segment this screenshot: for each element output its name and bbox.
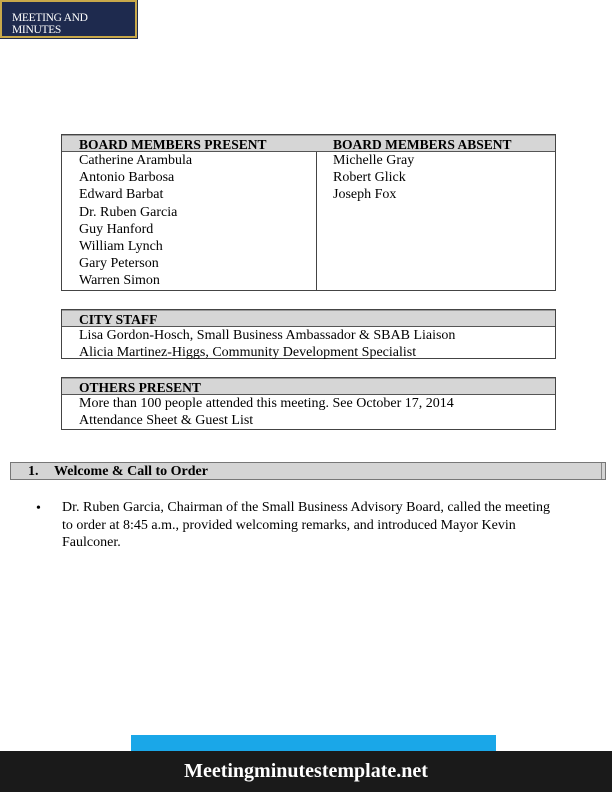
absent-member: Joseph Fox xyxy=(333,187,397,203)
others-present-line: Attendance Sheet & Guest List xyxy=(79,413,254,429)
present-member: Guy Hanford xyxy=(79,221,154,237)
section-number: 1. xyxy=(28,464,39,479)
present-column xyxy=(62,135,317,290)
present-member: William Lynch xyxy=(79,239,163,255)
present-member: Warren Simon xyxy=(79,273,160,289)
present-header: BOARD MEMBERS PRESENT xyxy=(62,135,316,152)
cyan-banner-strip xyxy=(131,735,496,751)
bullet-icon: • xyxy=(36,501,41,516)
present-member: Dr. Ruben Garcia xyxy=(79,204,178,220)
site-footer xyxy=(0,751,612,792)
city-staff-line: Lisa Gordon-Hosch, Small Business Ambassador & SBAB Liaison xyxy=(79,328,456,343)
absent-member: Michelle Gray xyxy=(333,153,415,168)
present-member: Antonio Barbosa xyxy=(79,170,175,186)
others-present-line: More than 100 people attended this meeting. See October 17, 2014 xyxy=(79,396,454,411)
footer-site-name[interactable]: Meetingminutestemplate.net xyxy=(184,760,428,782)
section-bar-divider xyxy=(601,463,602,479)
section-title: Welcome & Call to Order xyxy=(54,464,208,479)
present-member: Catherine Arambula xyxy=(79,153,193,168)
board-members-table xyxy=(61,134,556,291)
absent-member: Robert Glick xyxy=(333,170,406,186)
city-staff-table xyxy=(61,309,556,359)
absent-header: BOARD MEMBERS ABSENT xyxy=(316,135,555,152)
absent-column xyxy=(316,135,555,290)
others-present-header: OTHERS PRESENT xyxy=(62,378,555,395)
section-paragraph: Dr. Ruben Garcia, Chairman of the Small Business Advisory Board, called the meeting to order at 8:45 a.m., provided welcoming remarks, and introduced Mayor Kevin Faulconer. xyxy=(62,500,550,550)
city-staff-header: CITY STAFF xyxy=(62,310,555,327)
city-staff-line: Alicia Martinez-Higgs, Community Development Specialist xyxy=(79,345,417,361)
present-member: Gary Peterson xyxy=(79,256,159,272)
meeting-minutes-badge xyxy=(0,0,137,38)
present-member: Edward Barbat xyxy=(79,187,164,203)
section-heading-bar xyxy=(10,462,606,480)
badge-label: MEETING AND MINUTES xyxy=(12,12,88,36)
others-present-table xyxy=(61,377,556,430)
